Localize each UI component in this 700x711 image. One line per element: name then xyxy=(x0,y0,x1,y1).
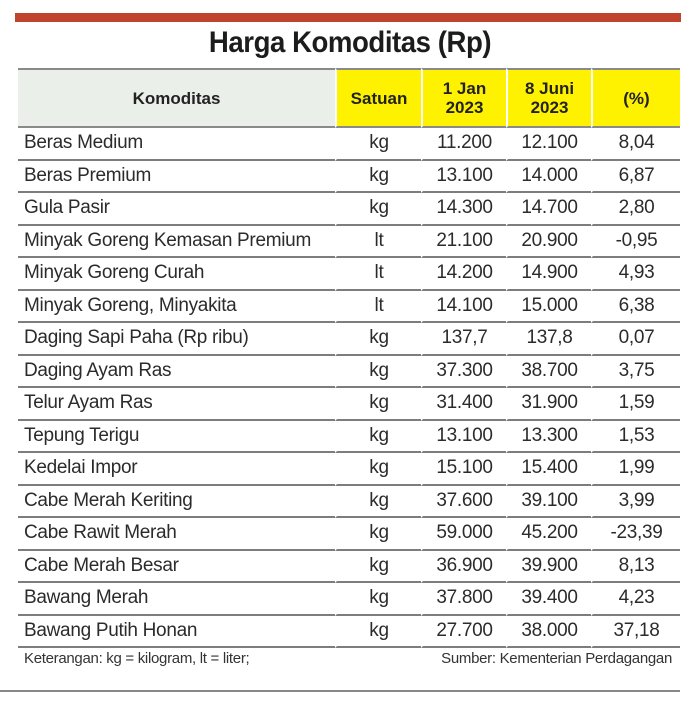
header-satuan: Satuan xyxy=(335,68,421,128)
table-row xyxy=(18,388,680,421)
price-jun-cell: 31.900 xyxy=(506,388,591,421)
commodity-name: Gula Pasir xyxy=(18,193,335,226)
commodity-name: Tepung Terigu xyxy=(18,421,335,454)
commodity-name: Daging Sapi Paha (Rp ribu) xyxy=(18,323,335,356)
price-jan-cell: 36.900 xyxy=(421,551,506,584)
price-jun-cell: 38.700 xyxy=(506,356,591,389)
percent-change-cell: 37,18 xyxy=(591,616,680,649)
header-row xyxy=(18,68,680,128)
unit-cell: kg xyxy=(335,453,421,486)
table-row xyxy=(18,583,680,616)
table-row xyxy=(18,323,680,356)
table-row xyxy=(18,616,680,649)
percent-change-cell: -0,95 xyxy=(591,226,680,259)
commodity-name: Minyak Goreng Kemasan Premium xyxy=(18,226,335,259)
header-komoditas: Komoditas xyxy=(18,68,335,128)
commodity-name: Telur Ayam Ras xyxy=(18,388,335,421)
price-jan-cell: 13.100 xyxy=(421,421,506,454)
commodity-name: Kedelai Impor xyxy=(18,453,335,486)
unit-cell: kg xyxy=(335,421,421,454)
bottom-divider xyxy=(0,690,680,692)
unit-cell: lt xyxy=(335,291,421,324)
unit-cell: lt xyxy=(335,258,421,291)
percent-change-cell: 6,87 xyxy=(591,161,680,194)
price-jan-cell: 14.300 xyxy=(421,193,506,226)
table-title: Harga Komoditas (Rp) xyxy=(208,26,492,59)
price-jan-cell: 11.200 xyxy=(421,128,506,161)
unit-cell: kg xyxy=(335,551,421,584)
unit-cell: kg xyxy=(335,616,421,649)
unit-cell: lt xyxy=(335,226,421,259)
unit-cell: kg xyxy=(335,388,421,421)
price-jun-cell: 14.000 xyxy=(506,161,591,194)
price-jan-cell: 21.100 xyxy=(421,226,506,259)
table-row xyxy=(18,226,680,259)
price-jan-cell: 13.100 xyxy=(421,161,506,194)
unit-cell: kg xyxy=(335,583,421,616)
table-row xyxy=(18,518,680,551)
table-row xyxy=(18,421,680,454)
price-jan-cell: 15.100 xyxy=(421,453,506,486)
table-row xyxy=(18,453,680,486)
price-jan-cell: 37.800 xyxy=(421,583,506,616)
percent-change-cell: 3,75 xyxy=(591,356,680,389)
percent-change-cell: 2,80 xyxy=(591,193,680,226)
unit-cell: kg xyxy=(335,193,421,226)
price-jun-cell: 15.400 xyxy=(506,453,591,486)
price-jun-cell: 137,8 xyxy=(506,323,591,356)
percent-change-cell: 8,13 xyxy=(591,551,680,584)
header-juni-line1: 8 Juni xyxy=(524,79,575,98)
header-juni-line2: 2023 xyxy=(530,98,569,117)
price-jan-cell: 37.300 xyxy=(421,356,506,389)
header-1-jan-2023 xyxy=(421,68,506,128)
price-jun-cell: 20.900 xyxy=(506,226,591,259)
commodity-name: Bawang Merah xyxy=(18,583,335,616)
commodity-name: Beras Medium xyxy=(18,128,335,161)
price-jun-cell: 39.400 xyxy=(506,583,591,616)
price-jun-cell: 12.100 xyxy=(506,128,591,161)
price-jun-cell: 39.900 xyxy=(506,551,591,584)
header-jan-line1: 1 Jan xyxy=(442,79,487,98)
percent-change-cell: 6,38 xyxy=(591,291,680,324)
table-row xyxy=(18,193,680,226)
commodity-name: Bawang Putih Honan xyxy=(18,616,335,649)
price-jan-cell: 14.100 xyxy=(421,291,506,324)
table-row xyxy=(18,161,680,194)
percent-change-cell: 1,99 xyxy=(591,453,680,486)
percent-change-cell: 1,53 xyxy=(591,421,680,454)
price-jan-cell: 27.700 xyxy=(421,616,506,649)
unit-cell: kg xyxy=(335,486,421,519)
top-accent-bar xyxy=(15,13,681,22)
commodity-name: Cabe Merah Besar xyxy=(18,551,335,584)
price-jun-cell: 39.100 xyxy=(506,486,591,519)
commodity-price-table xyxy=(18,68,680,648)
price-jan-cell: 31.400 xyxy=(421,388,506,421)
price-jan-cell: 59.000 xyxy=(421,518,506,551)
footer-note: Keterangan: kg = kilogram, lt = liter; xyxy=(24,650,250,667)
unit-cell: kg xyxy=(335,518,421,551)
price-jun-cell: 13.300 xyxy=(506,421,591,454)
percent-change-cell: 4,23 xyxy=(591,583,680,616)
commodity-name: Beras Premium xyxy=(18,161,335,194)
commodity-name: Minyak Goreng Curah xyxy=(18,258,335,291)
percent-change-cell: 4,93 xyxy=(591,258,680,291)
percent-change-cell: -23,39 xyxy=(591,518,680,551)
footer-source: Sumber: Kementerian Perdagangan xyxy=(441,650,672,667)
table-row xyxy=(18,551,680,584)
unit-cell: kg xyxy=(335,128,421,161)
price-jan-cell: 37.600 xyxy=(421,486,506,519)
table-row xyxy=(18,291,680,324)
commodity-name: Daging Ayam Ras xyxy=(18,356,335,389)
price-jun-cell: 15.000 xyxy=(506,291,591,324)
price-jun-cell: 14.700 xyxy=(506,193,591,226)
price-jun-cell: 14.900 xyxy=(506,258,591,291)
header-jan-line2: 2023 xyxy=(445,98,484,117)
commodity-name: Minyak Goreng, Minyakita xyxy=(18,291,335,324)
commodity-name: Cabe Rawit Merah xyxy=(18,518,335,551)
percent-change-cell: 1,59 xyxy=(591,388,680,421)
table-row xyxy=(18,356,680,389)
unit-cell: kg xyxy=(335,356,421,389)
unit-cell: kg xyxy=(335,323,421,356)
percent-change-cell: 3,99 xyxy=(591,486,680,519)
table-row xyxy=(18,258,680,291)
header-8-juni-2023 xyxy=(506,68,591,128)
price-jun-cell: 38.000 xyxy=(506,616,591,649)
price-jan-cell: 14.200 xyxy=(421,258,506,291)
commodity-name: Cabe Merah Keriting xyxy=(18,486,335,519)
unit-cell: kg xyxy=(335,161,421,194)
percent-change-cell: 8,04 xyxy=(591,128,680,161)
price-jan-cell: 137,7 xyxy=(421,323,506,356)
table-row xyxy=(18,486,680,519)
percent-change-cell: 0,07 xyxy=(591,323,680,356)
price-jun-cell: 45.200 xyxy=(506,518,591,551)
table-row xyxy=(18,128,680,161)
header-percent: (%) xyxy=(591,68,680,128)
